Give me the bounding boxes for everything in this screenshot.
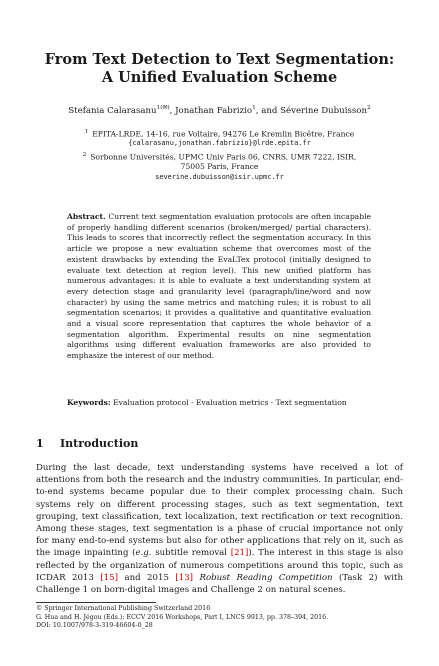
author-2: , Jonathan Fabrizio (169, 105, 253, 116)
emphasis: Robust Reading Competition (193, 572, 333, 583)
paragraph-text: and 2015 (117, 572, 176, 583)
paper-title-line-1: From Text Detection to Text Segmentation: (44, 51, 395, 68)
footer (36, 602, 403, 631)
keywords-text: Evaluation protocol · Evaluation metrics · Text segmentation (110, 398, 347, 407)
citation-link[interactable]: [21] (230, 548, 249, 559)
paragraph (36, 462, 403, 596)
section-title: Introduction (60, 437, 139, 450)
keywords-label: Keywords: (67, 398, 111, 407)
author-3: , and Séverine Dubuisson (255, 105, 367, 116)
keywords (67, 398, 371, 409)
emphasis: e.g. (135, 548, 152, 559)
paragraph-text: subtitle removal (151, 548, 231, 559)
citation-link[interactable]: [13] (175, 572, 194, 583)
author-1: Stefania Calarasanu (68, 105, 157, 116)
affiliation-2-email: severine.dubuisson@isir.upmc.fr (155, 173, 284, 181)
section-heading (36, 437, 138, 450)
author-2-mark: 1 (252, 105, 256, 111)
affiliation-2-number: 2 (82, 152, 87, 158)
abstract-text: Current text segmentation evaluation protocols are often incapable of properly handling different scenarios (broken/merged/ partial characters). This leads to scores that incorrectly reflect the segmentation accuracy. In this article we propose a new evaluation scheme that overcomes most of the existent drawbacks by extending the EvaLTex protocol (initially designed to evaluate text detection at region level). This new unified platform has numerous advantages: it is able to evaluate a text understanding system at every detection stage and granularity level (paragraph/line/word and now character) by using the same metrics and matching rules; it is robust to all segmentation scenarios; it provides a qualitative and quantitative evaluation and a visual score representation that captures the whole behavior of a segmentation algorithm. Experimental results on nine segmentation algorithms using different evaluation frameworks are also provided to emphasize the interest of our method. (67, 212, 371, 361)
author-list (0, 105, 439, 116)
body-text (36, 462, 403, 596)
affiliation-1-email: {calarasanu,jonathan.fabrizio}@lrde.epita.fr (128, 139, 311, 147)
author-1-mark: 1(✉) (156, 105, 170, 111)
citation-link[interactable]: [15] (100, 572, 118, 583)
affiliation-1-text: EPITA-LRDE, 14-16, rue Voltaire, 94276 Le Kremlin Bicêtre, France (92, 129, 355, 139)
section-number: 1 (36, 437, 44, 450)
doi-line: DOI: 10.1007/978-3-319-46604-0_28 (36, 622, 153, 630)
affiliation-2-text: Sorbonne Universités, UPMC Univ Paris 06, CNRS, UMR 7222, ISIR, (90, 152, 357, 162)
paragraph-text: During the last decade, text understanding systems have received a lot of attentions from both the research and the industry communities. In particular, end-to-end systems became popular due to their complex processing chain. Such systems rely on different processing stages, such as text segmentation, text grouping, text classification, text localization, text rectification or text recognition. Among these stages, text segmentation is a phase of crucial importance not only for many end-to-end systems but also for other applications that rely on it, such as the image inpainting ( (36, 463, 403, 559)
proceedings-line: G. Hua and H. Jégou (Eds.): ECCV 2016 Workshops, Part I, LNCS 9913, pp. 378–394, 2016. (36, 613, 329, 621)
abstract-label: Abstract. (67, 212, 106, 221)
affiliation-2-city: 75005 Paris, France (180, 162, 259, 171)
paragraph-text: (Task 2) with Challenge 1 on born-digital images and Challenge 2 on natural scenes. (36, 572, 403, 596)
author-3-mark: 2 (367, 105, 371, 111)
affiliation-1-number: 1 (84, 129, 89, 135)
copyright-line: © Springer International Publishing Switzerland 2016 (36, 605, 211, 612)
paragraph-text: ). The interest in this stage is also reflected by the organization of numerous competitions around this topic, such as ICDAR 2013 (36, 548, 403, 583)
paper-title-line-2: A Unified Evaluation Scheme (101, 69, 338, 86)
abstract (67, 212, 371, 362)
footer-divider (36, 602, 156, 603)
